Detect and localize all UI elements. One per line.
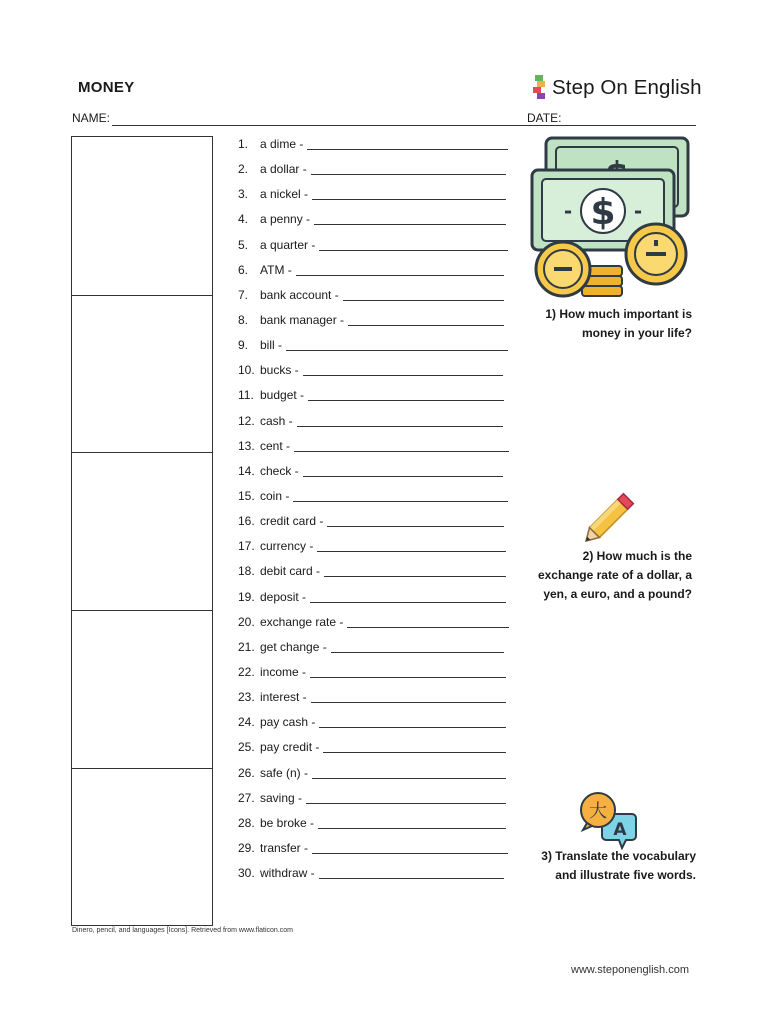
- vocab-word: a quarter -: [260, 237, 316, 252]
- vocab-number: 21.: [238, 639, 255, 654]
- vocab-answer-line[interactable]: [310, 677, 506, 678]
- vocab-word: debit card -: [260, 564, 321, 579]
- vocab-answer-line[interactable]: [311, 702, 506, 703]
- vocab-number: 29.: [238, 840, 255, 855]
- vocab-number: 8.: [238, 312, 249, 327]
- vocab-item: [238, 613, 513, 638]
- vocab-number: 6.: [238, 262, 249, 277]
- vocab-item: [238, 236, 513, 261]
- vocab-item: [238, 261, 513, 286]
- vocab-number: 9.: [238, 338, 249, 353]
- right-dash: -: [633, 199, 643, 223]
- vocab-answer-line[interactable]: [317, 551, 506, 552]
- name-date-row: [72, 111, 696, 129]
- vocab-number: 24.: [238, 715, 255, 730]
- vocab-number: 20.: [238, 614, 255, 629]
- vocab-word: a penny -: [260, 212, 311, 227]
- vocab-answer-line[interactable]: [306, 803, 506, 804]
- illustration-boxes: [71, 136, 213, 926]
- vocab-answer-line[interactable]: [347, 627, 509, 628]
- vocab-word: budget -: [260, 388, 305, 403]
- vocab-item: [238, 738, 513, 763]
- question-2: [538, 547, 692, 604]
- vocab-word: saving -: [260, 790, 303, 805]
- vocab-word: credit card -: [260, 514, 324, 529]
- vocab-word: check -: [260, 463, 299, 478]
- vocab-item: [238, 135, 513, 160]
- vocab-number: 5.: [238, 237, 249, 252]
- vocab-item: [238, 361, 513, 386]
- vocab-number: 16.: [238, 514, 255, 529]
- vocab-answer-line[interactable]: [324, 576, 506, 577]
- vocab-word: safe (n) -: [260, 765, 309, 780]
- vocab-word: pay credit -: [260, 740, 320, 755]
- vocab-word: a dollar -: [260, 162, 307, 177]
- question-2-line: yen, a euro, and a pound?: [543, 587, 692, 601]
- name-label: NAME:: [72, 111, 111, 125]
- vocab-item: [238, 336, 513, 361]
- vocab-item: [238, 764, 513, 789]
- question-1-line: money in your life?: [581, 326, 692, 340]
- translate-cjk-glyph: 大: [589, 801, 607, 822]
- vocab-word: currency -: [260, 539, 314, 554]
- vocab-answer-line[interactable]: [303, 375, 503, 376]
- vocab-word: a nickel -: [260, 187, 309, 202]
- vocab-number: 23.: [238, 690, 255, 705]
- vocab-word: cent -: [260, 438, 291, 453]
- vocab-word: ATM -: [260, 262, 292, 277]
- vocab-word: bank manager -: [260, 312, 345, 327]
- vocab-answer-line[interactable]: [348, 325, 504, 326]
- vocab-item: [238, 185, 513, 210]
- vocab-item: [238, 386, 513, 411]
- vocab-answer-line[interactable]: [310, 602, 506, 603]
- vocab-answer-line[interactable]: [323, 752, 506, 753]
- vocab-number: 14.: [238, 463, 255, 478]
- vocab-word: interest -: [260, 690, 307, 705]
- vocab-answer-line[interactable]: [314, 224, 506, 225]
- vocab-answer-line[interactable]: [286, 350, 508, 351]
- vocab-answer-line[interactable]: [343, 300, 504, 301]
- vocab-answer-line[interactable]: [312, 853, 508, 854]
- vocab-answer-line[interactable]: [311, 174, 506, 175]
- illustration-box[interactable]: [72, 453, 212, 611]
- vocab-item: [238, 286, 513, 311]
- icon-credit: Dinero, pencil, and languages [Icons]. Retrieved from www.flaticon.com: [72, 927, 293, 934]
- question-3-line: and illustrate five words.: [555, 868, 696, 882]
- brand-mark-icon: [533, 75, 549, 101]
- vocab-answer-line[interactable]: [319, 727, 506, 728]
- vocab-item: [238, 663, 513, 688]
- vocab-item: [238, 588, 513, 613]
- vocab-item: [238, 537, 513, 562]
- vocab-answer-line[interactable]: [293, 501, 508, 502]
- vocab-word: get change -: [260, 639, 327, 654]
- vocab-item: [238, 412, 513, 437]
- vocab-word: income -: [260, 664, 307, 679]
- vocab-word: withdraw -: [260, 866, 315, 881]
- vocab-answer-line[interactable]: [318, 828, 506, 829]
- vocab-number: 13.: [238, 438, 255, 453]
- vocab-number: 30.: [238, 866, 255, 881]
- name-field[interactable]: [112, 125, 590, 126]
- vocab-number: 4.: [238, 212, 249, 227]
- vocab-item: [238, 160, 513, 185]
- vocab-word: bill -: [260, 338, 283, 353]
- question-3-line: 3) Translate the vocabulary: [541, 849, 696, 863]
- vocab-answer-line[interactable]: [294, 451, 509, 452]
- vocab-word: deposit -: [260, 589, 307, 604]
- vocab-number: 18.: [238, 564, 255, 579]
- pencil-icon: [580, 487, 640, 547]
- vocab-number: 11.: [238, 388, 254, 403]
- vocab-answer-line[interactable]: [296, 275, 504, 276]
- question-2-line: 2) How much is the: [582, 549, 692, 563]
- vocab-item: [238, 839, 513, 864]
- vocab-number: 15.: [238, 488, 255, 503]
- vocab-number: 25.: [238, 740, 255, 755]
- vocab-number: 28.: [238, 815, 255, 830]
- vocab-item: [238, 814, 513, 839]
- vocab-word: cash -: [260, 413, 293, 428]
- vocab-item: [238, 462, 513, 487]
- vocab-item: [238, 311, 513, 336]
- vocab-answer-line[interactable]: [297, 426, 503, 427]
- question-3: [541, 847, 696, 885]
- vocab-answer-line[interactable]: [319, 878, 504, 879]
- vocab-number: 1.: [238, 137, 249, 151]
- illustration-box[interactable]: [72, 611, 212, 769]
- question-1: [545, 305, 692, 343]
- front-dollar-sign: $: [590, 192, 616, 233]
- vocab-answer-line[interactable]: [303, 476, 503, 477]
- vocab-word: bank account -: [260, 287, 339, 302]
- vocab-answer-line[interactable]: [319, 250, 508, 251]
- vocab-word: exchange rate -: [260, 614, 344, 629]
- vocab-answer-line[interactable]: [312, 778, 506, 779]
- left-dash: -: [563, 199, 573, 223]
- brand-logo: [533, 73, 702, 103]
- date-field[interactable]: [565, 125, 696, 126]
- vocab-number: 27.: [238, 790, 255, 805]
- vocab-number: 22.: [238, 664, 255, 679]
- vocab-item: [238, 562, 513, 587]
- vocab-item: [238, 512, 513, 537]
- vocab-number: 17.: [238, 539, 255, 554]
- money-bills-coins-icon: [530, 134, 692, 302]
- vocab-item: [238, 688, 513, 713]
- question-1-line: 1) How much important is: [545, 307, 692, 321]
- vocab-answer-line[interactable]: [307, 149, 508, 150]
- vocab-number: 26.: [238, 765, 255, 780]
- vocab-number: 19.: [238, 589, 255, 604]
- vocab-word: be broke -: [260, 815, 315, 830]
- vocab-word: transfer -: [260, 840, 309, 855]
- brand-name: Step On English: [552, 76, 702, 99]
- vocab-number: 2.: [238, 162, 249, 177]
- vocab-item: [238, 789, 513, 814]
- vocab-answer-line[interactable]: [327, 526, 504, 527]
- illustration-box[interactable]: [72, 296, 212, 453]
- vocab-answer-line[interactable]: [312, 199, 506, 200]
- question-2-line: exchange rate of a dollar, a: [537, 568, 692, 582]
- vocab-word: pay cash -: [260, 715, 316, 730]
- vocab-word: coin -: [260, 488, 290, 503]
- vocab-item: [238, 864, 513, 889]
- vocab-number: 3.: [238, 187, 249, 202]
- vocab-answer-line[interactable]: [308, 400, 504, 401]
- vocab-item: [238, 638, 513, 663]
- vocab-word: bucks -: [260, 363, 299, 378]
- language-translate-icon: [578, 790, 640, 850]
- vocab-item: [238, 437, 513, 462]
- date-label: DATE:: [527, 111, 562, 125]
- vocab-word: a dime -: [260, 137, 304, 151]
- vocab-number: 7.: [238, 287, 249, 302]
- vocab-answer-line[interactable]: [331, 652, 504, 653]
- vocab-item: [238, 713, 513, 738]
- translate-latin-glyph: A: [613, 820, 627, 840]
- vocab-item: [238, 487, 513, 512]
- worksheet-title: MONEY: [78, 79, 135, 96]
- illustration-box[interactable]: [72, 769, 212, 925]
- illustration-box[interactable]: [72, 137, 212, 296]
- vocab-number: 10.: [238, 363, 255, 378]
- website-link[interactable]: www.steponenglish.com: [571, 964, 690, 976]
- vocab-item: [238, 210, 513, 235]
- vocabulary-list: [238, 135, 513, 889]
- vocab-number: 12.: [238, 413, 255, 428]
